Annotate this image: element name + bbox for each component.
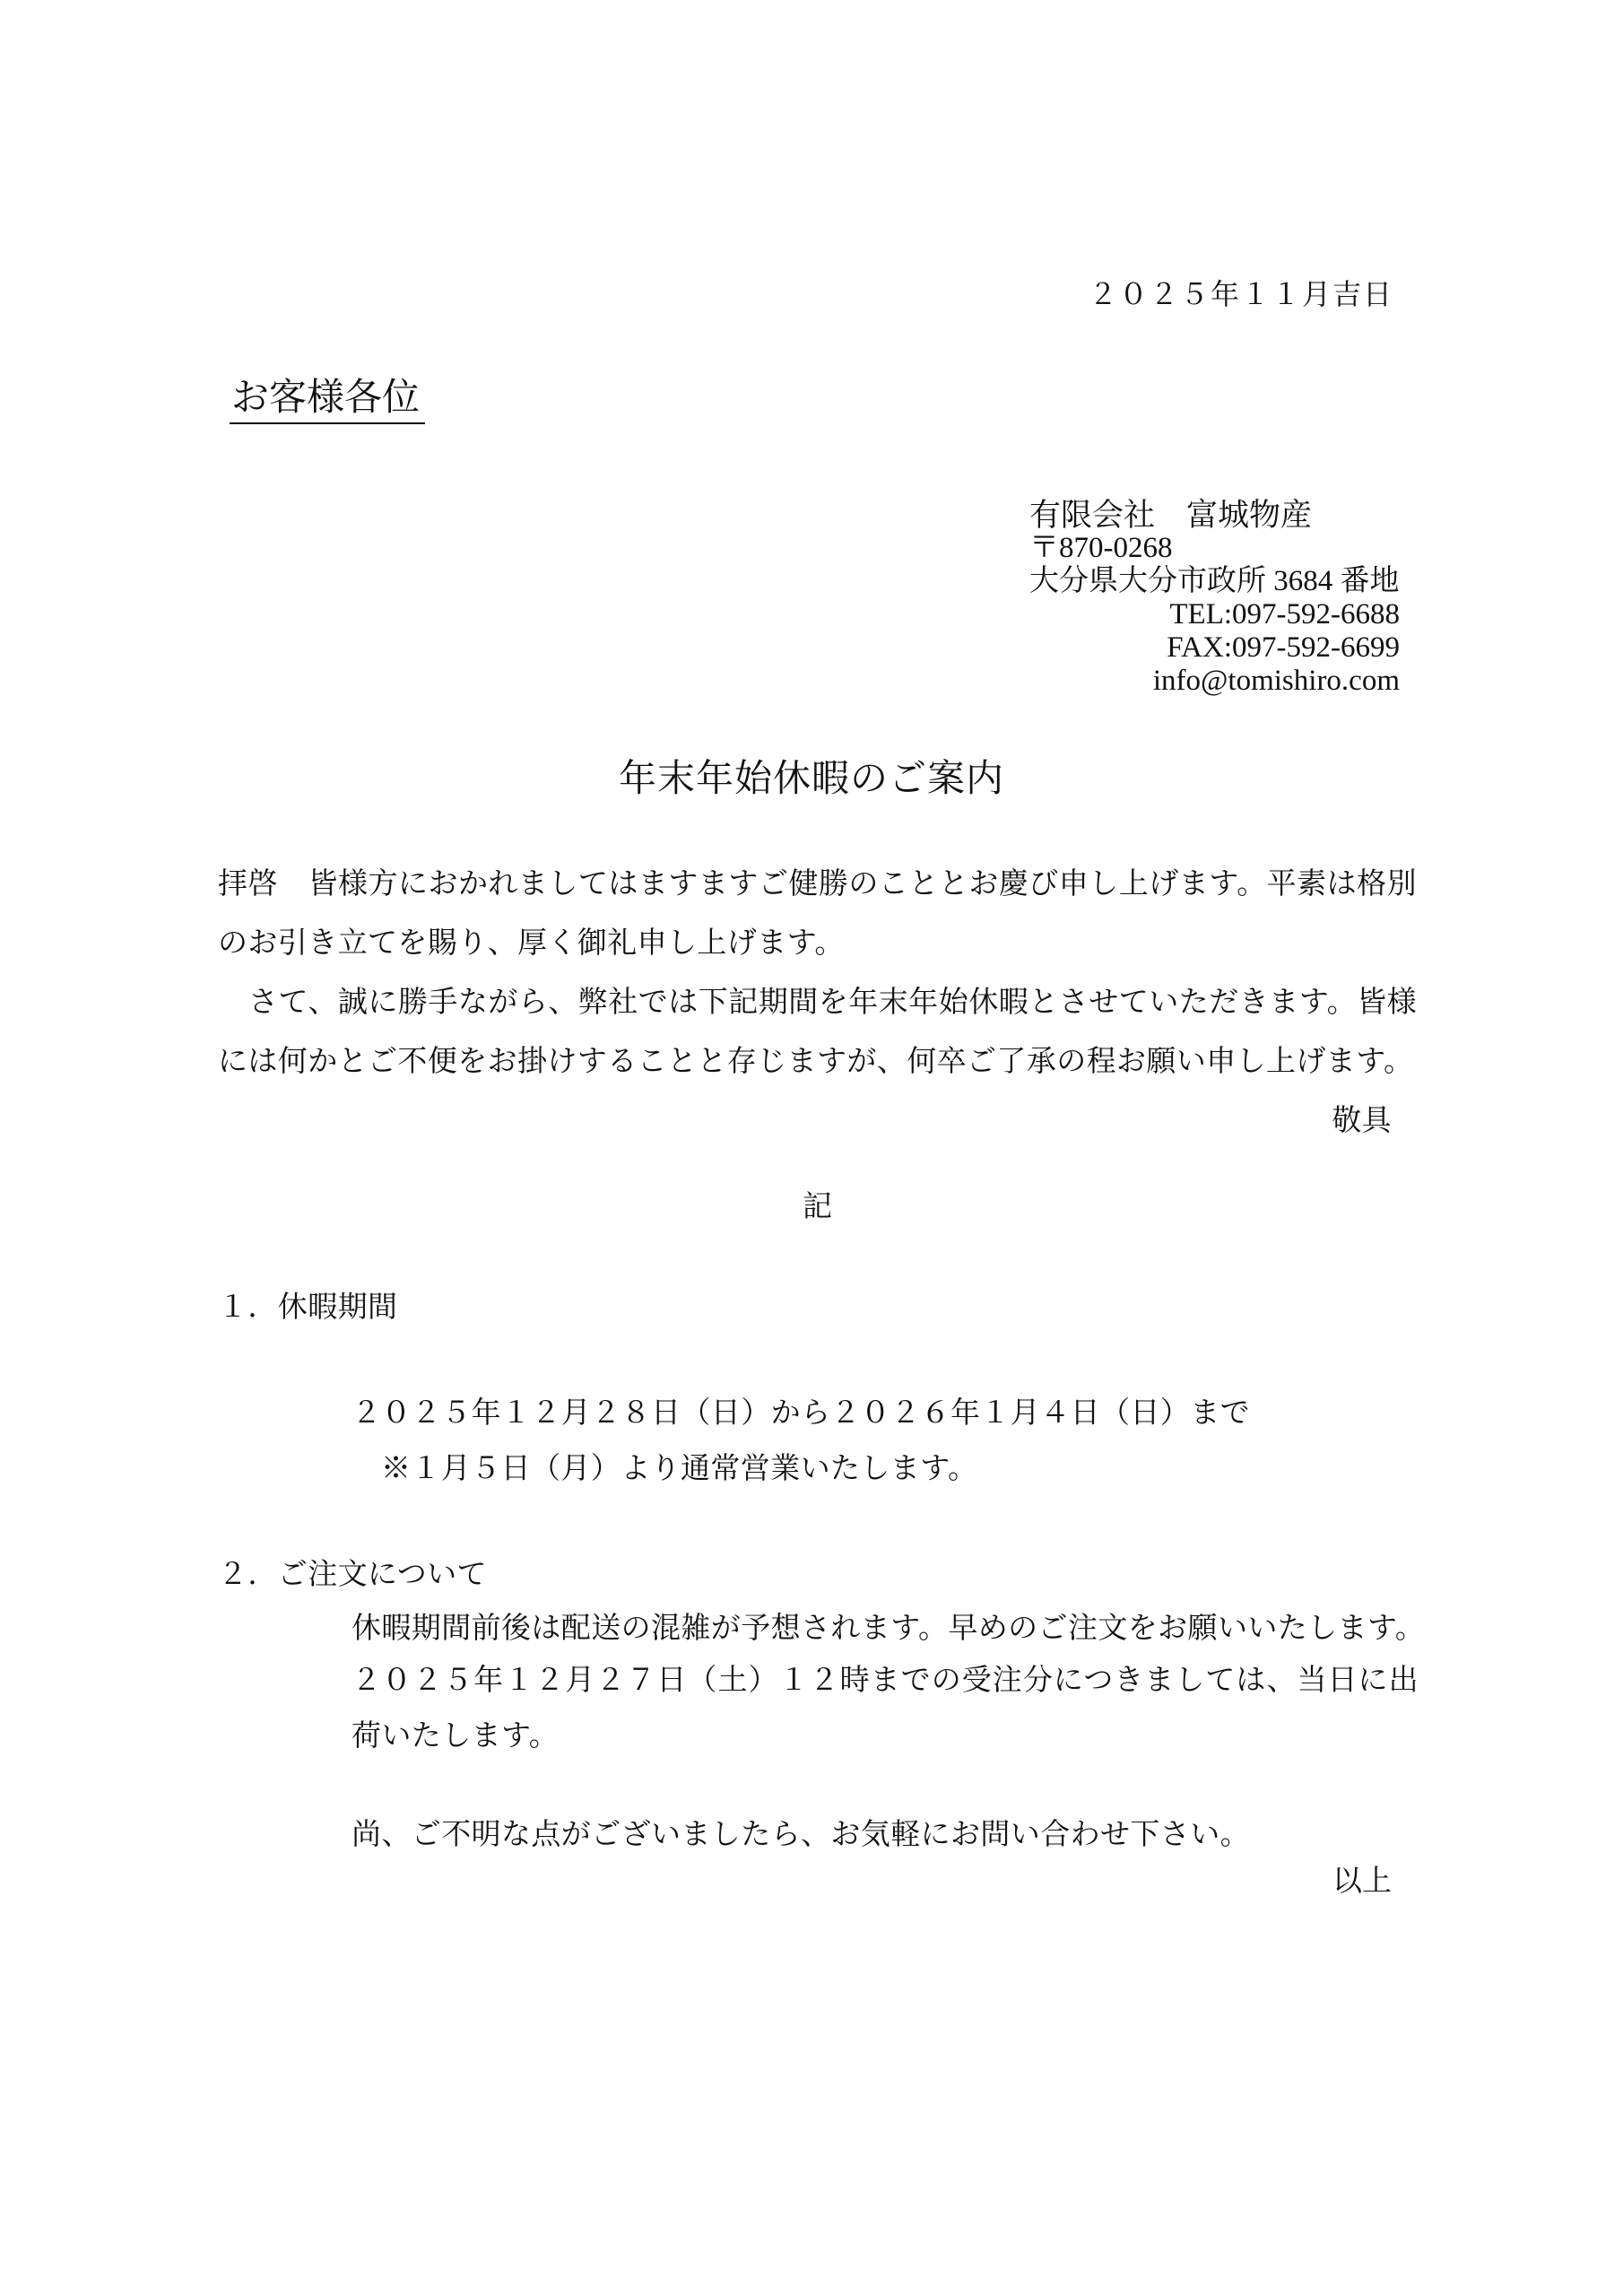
- end-word: 以上: [1332, 1866, 1392, 1898]
- sender-block: [1029, 499, 1400, 698]
- sender-email: info@tomishiro.com: [1152, 665, 1400, 697]
- sender-address: 大分県大分市政所 3684 番地: [1029, 565, 1400, 597]
- greeting-paragraph-1: 拝啓 皆様方におかれましてはますますご健勝のこととお慶び申し上げます。平素は格別のお引き立てを賜り、厚く御礼申し上げます。: [218, 868, 1417, 960]
- record-marker: 記: [803, 1191, 832, 1223]
- section-2-order-advice: 休暇期間前後は配送の混雑が予想されます。早めのご注文をお願いいたします。: [352, 1613, 1426, 1645]
- section-2-shipping-deadline: ２０２５年１２月２７日（土）１２時までの受注分につきましては、当日に出荷いたします。: [352, 1665, 1419, 1752]
- sender-tel: TEL:097-592-6688: [1169, 598, 1400, 631]
- recipient-line: [230, 377, 425, 424]
- sender-company-name: 有限会社 富城物産: [1029, 498, 1313, 533]
- closing-word: 敬具: [1332, 1105, 1392, 1137]
- section-1-reopen-note: ※１月５日（月）より通常営業いたします。: [381, 1453, 978, 1485]
- section-1-heading: １．休暇期間: [218, 1292, 398, 1324]
- inquiry-note: 尚、ご不明な点がございましたら、お気軽にお問い合わせ下さい。: [352, 1819, 1250, 1851]
- recipient-text: お客様各位: [230, 377, 425, 424]
- document-title: 年末年始休暇のご案内: [618, 759, 1004, 800]
- sender-postal-code: 〒870-0268: [1029, 532, 1173, 564]
- greeting-paragraph-2: さて、誠に勝手ながら、弊社では下記期間を年末年始休暇とさせていただきます。皆様には何かとご不便をお掛けすることと存じますが、何卒ご了承の程お願い申し上げます。: [218, 987, 1417, 1078]
- section-2-heading: ２．ご注文について: [218, 1559, 487, 1591]
- sender-fax: FAX:097-592-6699: [1167, 631, 1400, 664]
- greeting-body: [218, 855, 1417, 1151]
- date-line: ２０２５年１１月吉日: [1088, 278, 1393, 310]
- section-1-period-line: ２０２５年１２月２８日（日）から２０２６年１月４日（日）まで: [352, 1397, 1250, 1430]
